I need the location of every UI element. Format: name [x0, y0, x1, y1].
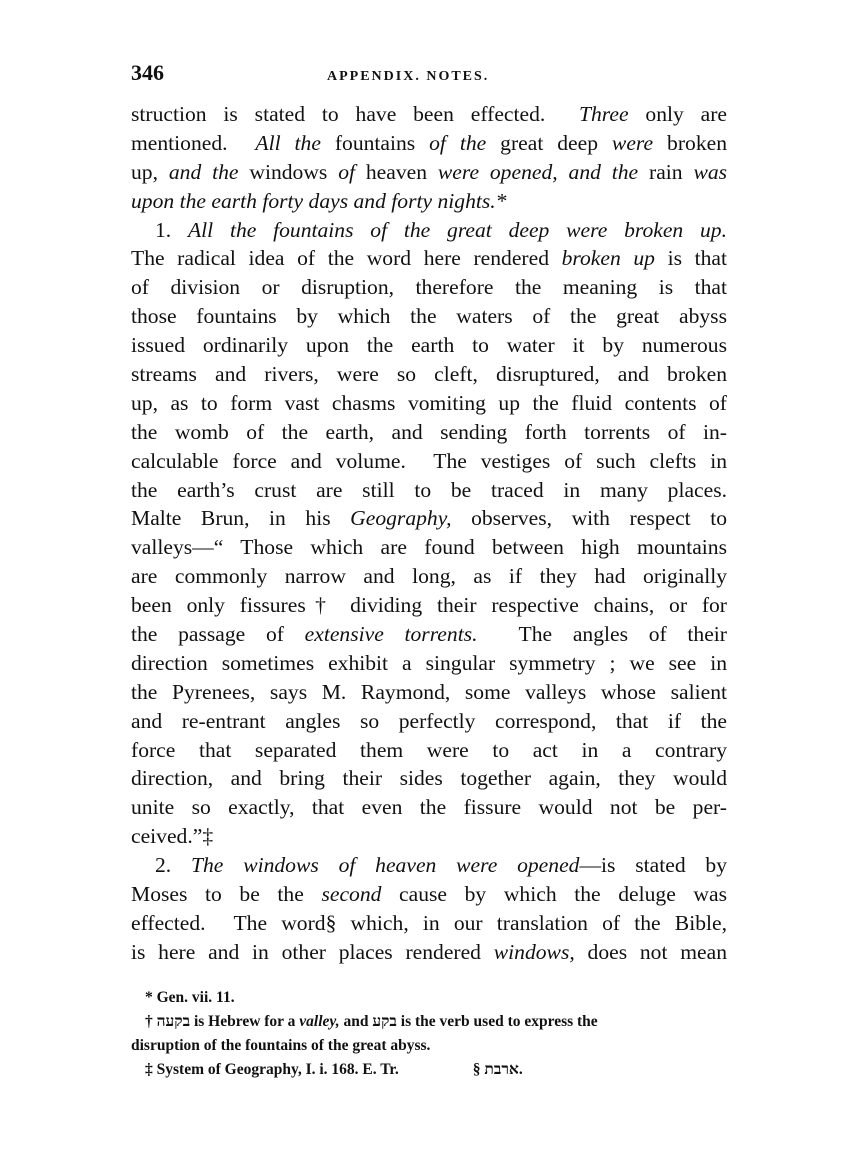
footnote-2-cont: disruption of the fountains of the great abyss. — [131, 1037, 431, 1054]
text-line — [131, 938, 727, 967]
footnote-1: * Gen. vii. 11. — [145, 989, 235, 1006]
italic-run: broken up — [561, 246, 655, 271]
text-run: force that separated them were to act in a contrary — [131, 737, 727, 762]
hebrew-word: בקע — [372, 1013, 397, 1030]
text-run: valleys—“ Those which are found between high mountains — [131, 535, 727, 560]
text-line — [131, 649, 727, 678]
text-line — [131, 273, 727, 302]
hebrew-word: בקעה — [156, 1013, 191, 1030]
text-line — [131, 187, 727, 216]
italic-run: were — [611, 130, 654, 155]
text-run: the earth’s crust are still to be traced in many places. — [131, 477, 727, 502]
running-title: APPENDIX. NOTES. — [327, 69, 490, 84]
italic-run: extensive torrents. — [304, 622, 478, 647]
text-line — [131, 244, 727, 273]
text-run: great deep — [486, 130, 612, 155]
italic-run: Geography, — [350, 506, 452, 531]
text-run: heaven — [355, 159, 438, 184]
text-run: is that — [654, 246, 727, 271]
text-run: windows — [238, 159, 339, 184]
text-line — [131, 562, 727, 591]
text-line — [131, 591, 727, 620]
text-line — [131, 909, 727, 938]
footnote-3-4 — [131, 1058, 727, 1082]
text-line — [131, 822, 727, 851]
text-run: effected. The word§ which, in our translation of the Bible, — [131, 910, 727, 935]
text-run: calculable force and volume. The vestiges of such clefts in — [131, 448, 727, 473]
text-line — [131, 504, 727, 533]
footnotes — [131, 986, 727, 1082]
text-line — [131, 100, 727, 129]
footnote-2: † בקעה is Hebrew for a valley, and בקע is the verb used to express the — [145, 1013, 598, 1030]
text-run: the Pyrenees, says M. Raymond, some valleys whose salient — [131, 679, 727, 704]
italic-run: windows, — [493, 939, 575, 964]
text-line — [131, 620, 727, 649]
footnote-4: § ארבת. — [472, 1061, 523, 1078]
italic-run: All the — [255, 130, 321, 155]
italic-run: upon the earth forty days and forty nights.* — [131, 188, 507, 213]
text-run — [558, 160, 569, 184]
text-line — [131, 707, 727, 736]
text-line — [131, 302, 727, 331]
italic-run: were opened, — [437, 159, 558, 184]
text-run: broken — [653, 130, 727, 155]
page-number: 346 — [131, 60, 164, 85]
text-run: and re-entrant angles so perfectly correspond, that if the — [131, 708, 727, 733]
body-text — [131, 100, 727, 967]
text-line — [131, 216, 727, 245]
text-run: is here and in other places rendered — [131, 939, 494, 964]
text-run: of division or disruption, therefore the meaning is that — [131, 275, 727, 300]
page-header — [131, 60, 727, 100]
text-run: direction, and bring their sides together again, they would — [131, 766, 727, 791]
text-run: struction is stated to have been effected. — [131, 102, 579, 126]
text-run: fountains — [320, 130, 430, 155]
italic-run: All the fountains of the great deep were broken up. — [187, 217, 728, 242]
text-run: are commonly narrow and long, as if they had originally — [131, 564, 727, 589]
text-line — [131, 533, 727, 562]
text-line — [131, 447, 727, 476]
italic-run: of the — [429, 130, 487, 155]
italic-run: and the — [168, 159, 239, 184]
text-run: ceived.”‡ — [131, 824, 214, 849]
text-line — [131, 793, 727, 822]
text-run: unite so exactly, that even the fissure would not be per- — [131, 795, 727, 820]
text-run: up, as to form vast chasms vomiting up the fluid contents of — [131, 390, 727, 415]
text-run: Malte Brun, in his — [131, 506, 351, 531]
italic-run: second — [321, 882, 382, 907]
text-run: up, — [131, 159, 169, 184]
text-line — [131, 736, 727, 765]
text-run: mentioned. — [131, 130, 256, 155]
text-line — [131, 360, 727, 389]
text-line — [131, 678, 727, 707]
text-run: the womb of the earth, and sending forth torrents of in- — [131, 419, 727, 444]
text-line — [131, 764, 727, 793]
text-run: been only fissures† dividing their respective chains, or for — [131, 593, 727, 618]
text-run: observes, with respect to — [451, 506, 727, 531]
text-line — [131, 331, 727, 360]
hebrew-word: ארבת — [484, 1061, 519, 1078]
text-run: Moses to be the — [131, 882, 322, 907]
text-line — [131, 851, 727, 880]
text-line — [131, 880, 727, 909]
italic-run: The windows of heaven were opened — [191, 853, 580, 878]
italic-run: Three — [578, 102, 629, 126]
text-run: does not mean — [574, 939, 728, 964]
text-run: streams and rivers, were so cleft, disruptured, and broken — [131, 362, 727, 387]
text-run: the passage of — [131, 622, 305, 647]
footnote-3: ‡ System of Geography, I. i. 168. E. Tr. — [145, 1061, 399, 1078]
text-run: cause by which the deluge was — [381, 882, 728, 907]
text-run: those fountains by which the waters of the great abyss — [131, 304, 727, 329]
italic-run: and the — [568, 159, 639, 184]
text-run: The angles of their — [477, 622, 727, 647]
text-run: 1. — [155, 217, 188, 242]
book-page — [131, 60, 727, 967]
text-line — [131, 418, 727, 447]
text-line — [131, 476, 727, 505]
italic-run: was — [693, 159, 728, 184]
text-run: issued ordinarily upon the earth to water it by numerous — [131, 333, 727, 358]
text-line — [131, 129, 727, 158]
italic-run: of — [338, 159, 355, 184]
text-run: rain — [638, 159, 694, 184]
text-run: direction sometimes exhibit a singular symmetry ; we see in — [131, 650, 727, 675]
text-run: —is stated by — [579, 853, 728, 878]
text-run: 2. — [155, 853, 191, 878]
text-line — [131, 158, 727, 187]
text-line — [131, 389, 727, 418]
text-run: only are — [628, 102, 728, 126]
text-run: The radical idea of the word here rendered — [131, 246, 562, 271]
